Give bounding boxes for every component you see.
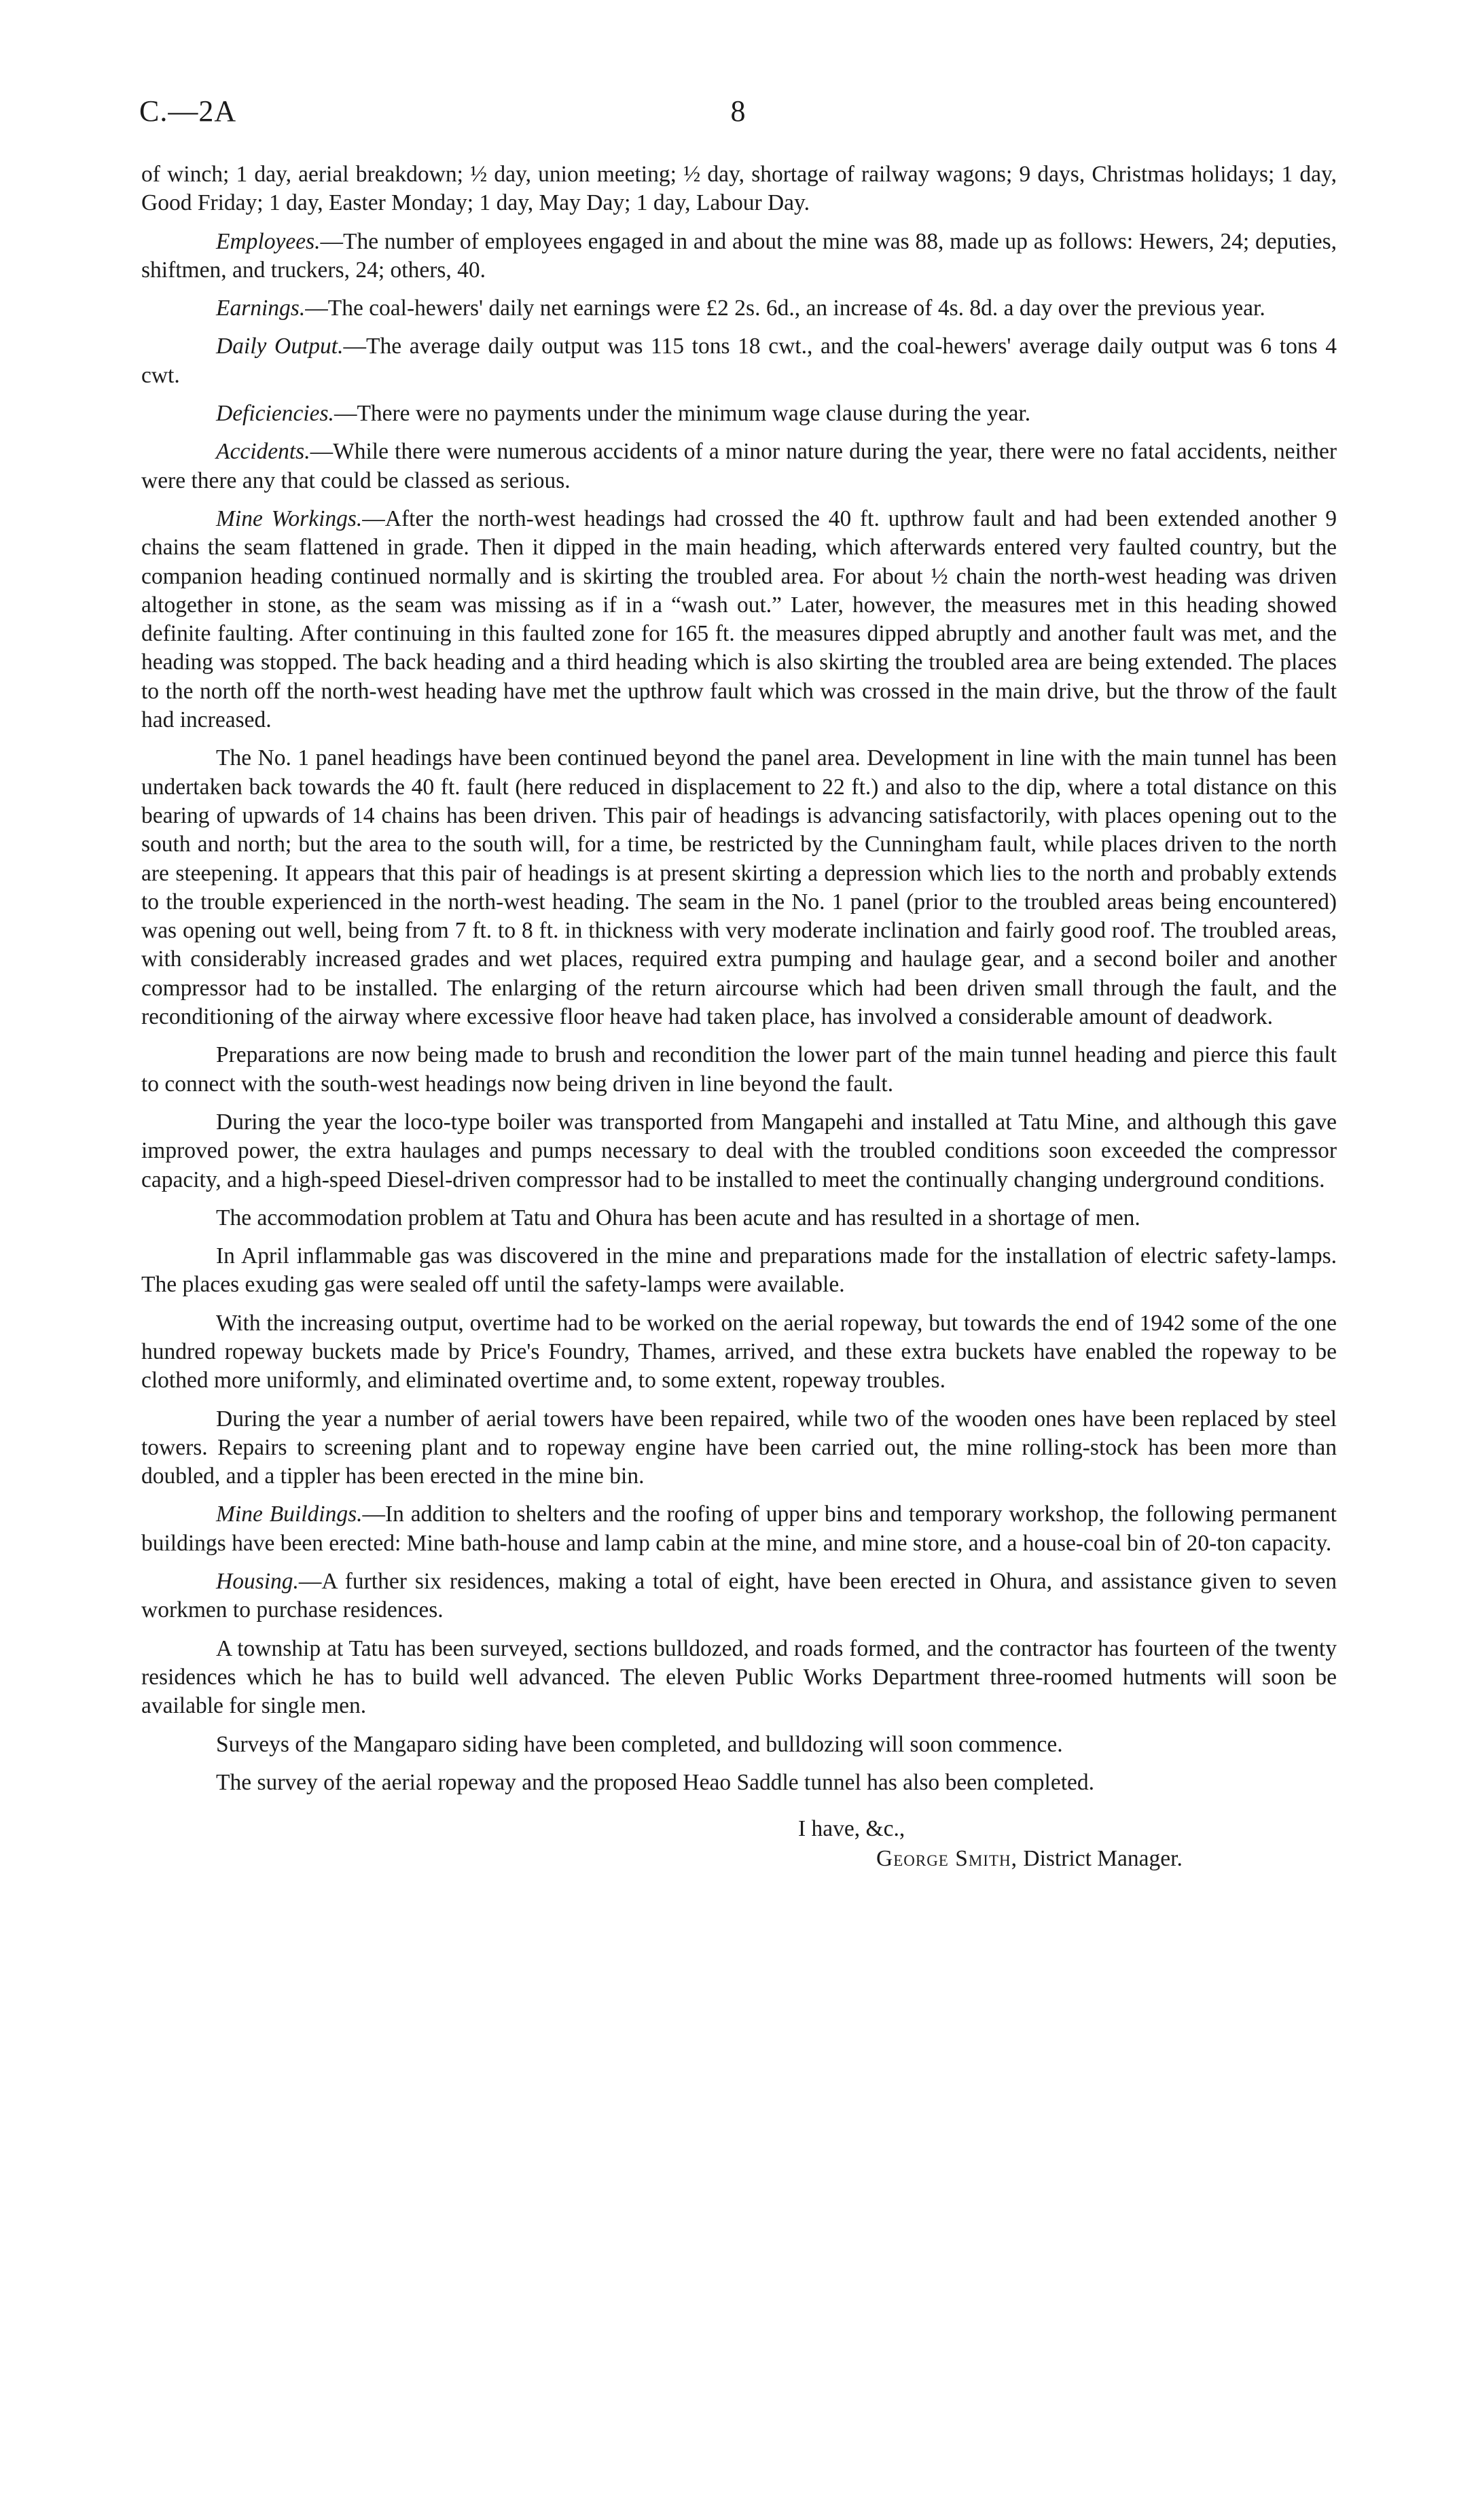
paragraph-text: —The number of employees engaged in and about the mine was 88, made up as follows: Hewers, 24; deputies, shiftmen, and truckers, 24; others, 40. [141, 228, 1337, 283]
paragraph [141, 1309, 1337, 1396]
paragraph-text: —In addition to shelters and the roofing of upper bins and temporary workshop, the following permanent buildings have been erected: Mine bath-house and lamp cabin at the mine, and mine store, and a house-coal bin of 20-ton capacity. [141, 1502, 1337, 1556]
document-code: C.—2A [139, 94, 237, 128]
paragraph-text: —The average daily output was 115 tons 18 cwt., and the coal-hewers' average daily output was 6 tons 4 cwt. [141, 334, 1337, 388]
paragraph [141, 1242, 1337, 1300]
paragraph [141, 1567, 1337, 1625]
paragraph-text: The accommodation problem at Tatu and Ohura has been acute and has resulted in a shortage of men. [216, 1205, 1140, 1230]
paragraph [141, 1731, 1337, 1759]
paragraph [141, 1108, 1337, 1194]
paragraph-text: With the increasing output, overtime had to be worked on the aerial ropeway, but towards the end of 1942 some of the one hundred ropeway buckets made by Price's Foundry, Thames, arrived, and these extra buckets have enabled the ropeway to be clothed more uniformly, and eliminated overtime and, to some extent, ropeway troubles. [141, 1310, 1337, 1394]
paragraph [141, 438, 1337, 495]
paragraph-text: —A further six residences, making a total of eight, have been erected in Ohura, and assistance given to seven workmen to purchase residences. [141, 1569, 1337, 1623]
signature-name: George Smith, [876, 1846, 1018, 1871]
paragraph [141, 1204, 1337, 1232]
paragraph-text: of winch; 1 day, aerial breakdown; ½ day, union meeting; ½ day, shortage of railway wagons; 9 days, Christmas holidays; 1 day, Good Friday; 1 day, Easter Monday; 1 day, May Day; 1 day, Labour Day. [141, 162, 1337, 216]
paragraph [141, 332, 1337, 390]
page-number: 8 [730, 94, 746, 128]
paragraph-text: Surveys of the Mangaparo siding have been completed, and bulldozing will soon commence. [216, 1731, 1063, 1757]
section-label: Employees. [216, 228, 321, 254]
section-label: Accidents. [216, 439, 310, 465]
signature [876, 1846, 1183, 1872]
paragraph-text: The No. 1 panel headings have been continued beyond the panel area. Development in line with the main tunnel has been undertaken back towards the 40 ft. fault (here reduced in displacement to 22 ft.) and also to the dip, where a total distance on this bearing of upwards of 14 chains has been driven. This pair of headings is advancing satisfactorily, with places opening out to the south and north; but the area to the south will, for a time, be restricted by the Cunningham fault, while places driven to the north are steepening. It appears that this pair of headings is at present skirting a depression which lies to the north and probably extends to the trouble experienced in the north-west heading. The seam in the No. 1 panel (prior to the troubled areas being encountered) was opening out well, being from 7 ft. to 8 ft. in thickness with very moderate inclination and fairly good roof. The troubled areas, with considerably increased grades and wet places, required extra pumping and haulage gear, and a second boiler and another compressor had to be installed. The enlarging of the return aircourse which had been driven small through the fault, and the reconditioning of the airway where excessive floor heave had taken place, has involved a considerable amount of deadwork. [141, 745, 1337, 1030]
section-label: Housing. [216, 1569, 299, 1595]
section-label: Deficiencies. [216, 401, 334, 427]
paragraph [141, 1635, 1337, 1721]
paragraph [141, 744, 1337, 1031]
paragraph [141, 400, 1337, 428]
paragraph [141, 228, 1337, 285]
paragraph-text: During the year the loco-type boiler was transported from Mangapehi and installed at Tatu Mine, and although this gave improved power, the extra haulages and pumps necessary to deal with the troubled conditions soon exceeded the compressor capacity, and a high-speed Diesel-driven compressor had to be installed to meet the continually changing underground conditions. [141, 1109, 1337, 1192]
report-body [141, 160, 1337, 1797]
page-header [139, 94, 1337, 135]
paragraph-text: The survey of the aerial ropeway and the proposed Heao Saddle tunnel has also been completed. [216, 1769, 1095, 1795]
paragraph-text: —There were no payments under the minimum wage clause during the year. [334, 401, 1031, 427]
paragraph [141, 1769, 1337, 1797]
paragraph [141, 505, 1337, 734]
paragraph-text: —After the north-west headings had crossed the 40 ft. upthrow fault and had been extended another 9 chains the seam flattened in grade. Then it dipped in the main heading, which afterwards entered very faulted country, but the companion heading continued normally and is skirting the troubled area. For about ½ chain the north-west heading was driven altogether in stone, as the seam was missing as if in a “wash out.” Later, however, the measures met in this heading showed definite faulting. After continuing in this faulted zone for 165 ft. the measures dipped abruptly and another fault was met, and the heading was stopped. The back heading and a third heading which is also skirting the troubled area are being extended. The places to the north off the north-west heading have met the upthrow fault which was crossed in the main drive, but the throw of the fault had increased. [141, 505, 1337, 733]
paragraph [141, 1405, 1337, 1491]
paragraph [141, 1041, 1337, 1099]
section-label: Mine Buildings. [216, 1502, 363, 1527]
signature-title: District Manager. [1023, 1846, 1183, 1871]
section-label: Earnings. [216, 296, 306, 321]
paragraph [141, 1500, 1337, 1558]
paragraph-text: —While there were numerous accidents of a minor nature during the year, there were no fatal accidents, neither were there any that could be classed as serious. [141, 439, 1337, 493]
paragraph-text: A township at Tatu has been surveyed, sections bulldozed, and roads formed, and the contractor has fourteen of the twenty residences which he has to build well advanced. The eleven Public Works Department three-roomed hutments will soon be available for single men. [141, 1635, 1337, 1719]
section-label: Daily Output. [216, 334, 344, 359]
paragraph-text: In April inflammable gas was discovered in the mine and preparations made for the installation of electric safety-lamps. The places exuding gas were sealed off until the safety-lamps were available. [141, 1243, 1337, 1298]
paragraph [141, 160, 1337, 218]
paragraph-text: —The coal-hewers' daily net earnings were £2 2s. 6d., an increase of 4s. 8d. a day over the previous year. [305, 296, 1265, 321]
section-label: Mine Workings. [216, 505, 363, 531]
paragraph-text: During the year a number of aerial towers have been repaired, while two of the wooden ones have been replaced by steel towers. Repairs to screening plant and to ropeway engine have been carried out, the mine rolling-stock has been more than doubled, and a tippler has been erected in the mine bin. [141, 1406, 1337, 1489]
salutation: I have, &c., [798, 1816, 905, 1841]
paragraph-text: Preparations are now being made to brush and recondition the lower part of the main tunnel heading and pierce this fault to connect with the south-west headings now being driven in line beyond the fault. [141, 1042, 1337, 1097]
paragraph [141, 294, 1337, 323]
